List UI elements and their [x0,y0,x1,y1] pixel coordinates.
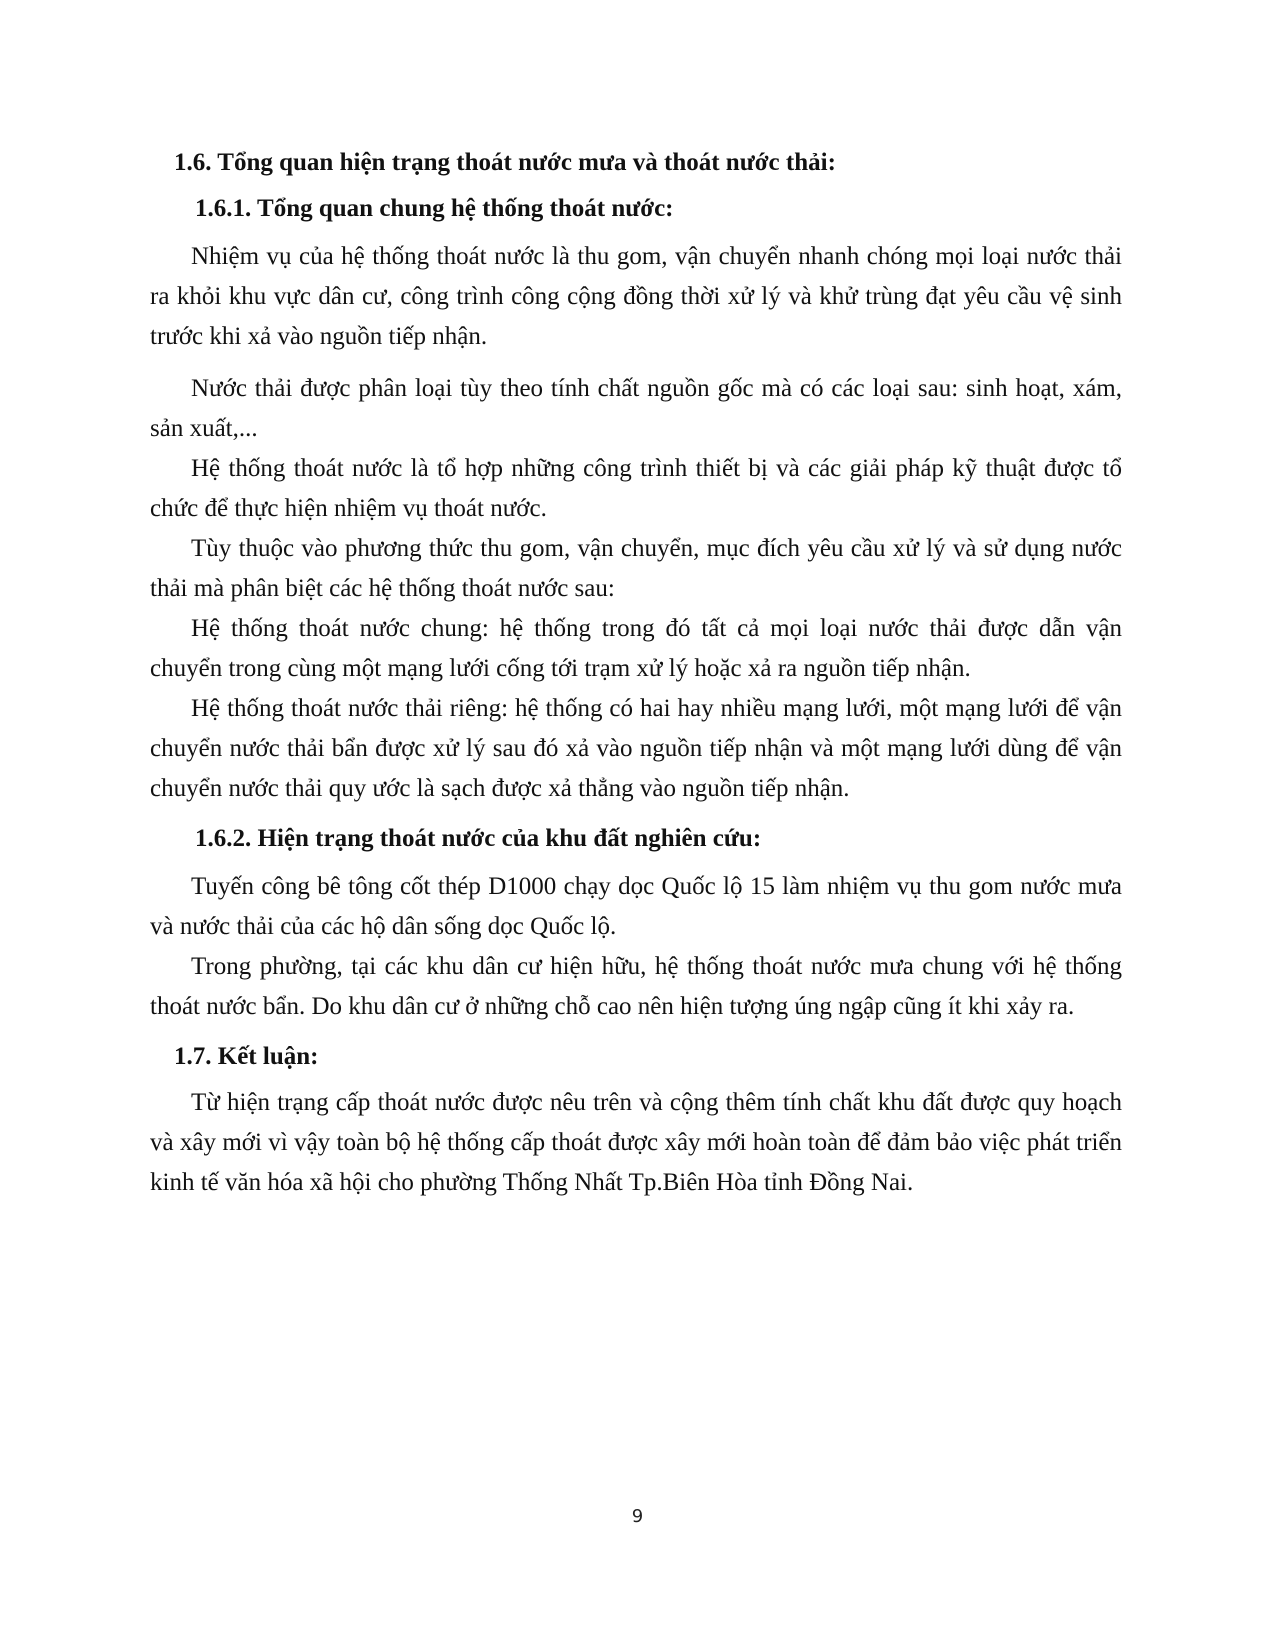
paragraph-separate-system: Hệ thống thoát nước thải riêng: hệ thống có hai hay nhiều mạng lưới, một mạng lưới để vận chuyển nước thải bẩn được xử lý sau đó xả vào nguồn tiếp nhận và một mạng lưới dùng để vận chuyển nước thải quy ước là sạch được xả thẳng vào nguồn tiếp nhận. [150,695,1122,802]
paragraph-wastewater-types: Nước thải được phân loại tùy theo tính chất nguồn gốc mà có các loại sau: sinh hoạt, xám, sản xuất,... [150,375,1122,442]
section-heading-1-6: 1.6. Tổng quan hiện trạng thoát nước mưa và thoát nước thải: [174,149,836,176]
paragraph-d1000-culvert: Tuyến công bê tông cốt thép D1000 chạy dọc Quốc lộ 15 làm nhiệm vụ thu gom nước mưa và nước thải của các hộ dân sống dọc Quốc lộ. [150,873,1122,940]
section-heading-1-7: 1.7. Kết luận: [174,1043,319,1070]
paragraph-ward-drainage: Trong phường, tại các khu dân cư hiện hữu, hệ thống thoát nước mưa chung với hệ thống thoát nước bẩn. Do khu dân cư ở những chỗ cao nên hiện tượng úng ngập cũng ít khi xảy ra. [150,953,1122,1020]
page-number: 9 [631,1506,644,1527]
paragraph-combined-system: Hệ thống thoát nước chung: hệ thống trong đó tất cả mọi loại nước thải được dẫn vận chuyển trong cùng một mạng lưới cống tới trạm xử lý hoặc xả ra nguồn tiếp nhận. [150,615,1122,682]
paragraph-drainage-system-definition: Hệ thống thoát nước là tổ hợp những công trình thiết bị và các giải pháp kỹ thuật được tổ chức để thực hiện nhiệm vụ thoát nước. [150,455,1122,522]
paragraph-system-classification: Tùy thuộc vào phương thức thu gom, vận chuyển, mục đích yêu cầu xử lý và sử dụng nước thải mà phân biệt các hệ thống thoát nước sau: [150,535,1122,602]
paragraph-drainage-task: Nhiệm vụ của hệ thống thoát nước là thu gom, vận chuyển nhanh chóng mọi loại nước thải ra khỏi khu vực dân cư, công trình công cộng đồng thời xử lý và khử trùng đạt yêu cầu vệ sinh trước khi xả vào nguồn tiếp nhận. [150,243,1122,350]
section-heading-1-6-1: 1.6.1. Tổng quan chung hệ thống thoát nước: [195,195,674,222]
paragraph-conclusion: Từ hiện trạng cấp thoát nước được nêu trên và cộng thêm tính chất khu đất được quy hoạch và xây mới vì vậy toàn bộ hệ thống cấp thoát được xây mới hoàn toàn để đảm bảo việc phát triển kinh tế văn hóa xã hội cho phường Thống Nhất Tp.Biên Hòa tỉnh Đồng Nai. [150,1089,1122,1196]
section-heading-1-6-2: 1.6.2. Hiện trạng thoát nước của khu đất nghiên cứu: [195,825,762,852]
page-content [150,143,1122,1203]
